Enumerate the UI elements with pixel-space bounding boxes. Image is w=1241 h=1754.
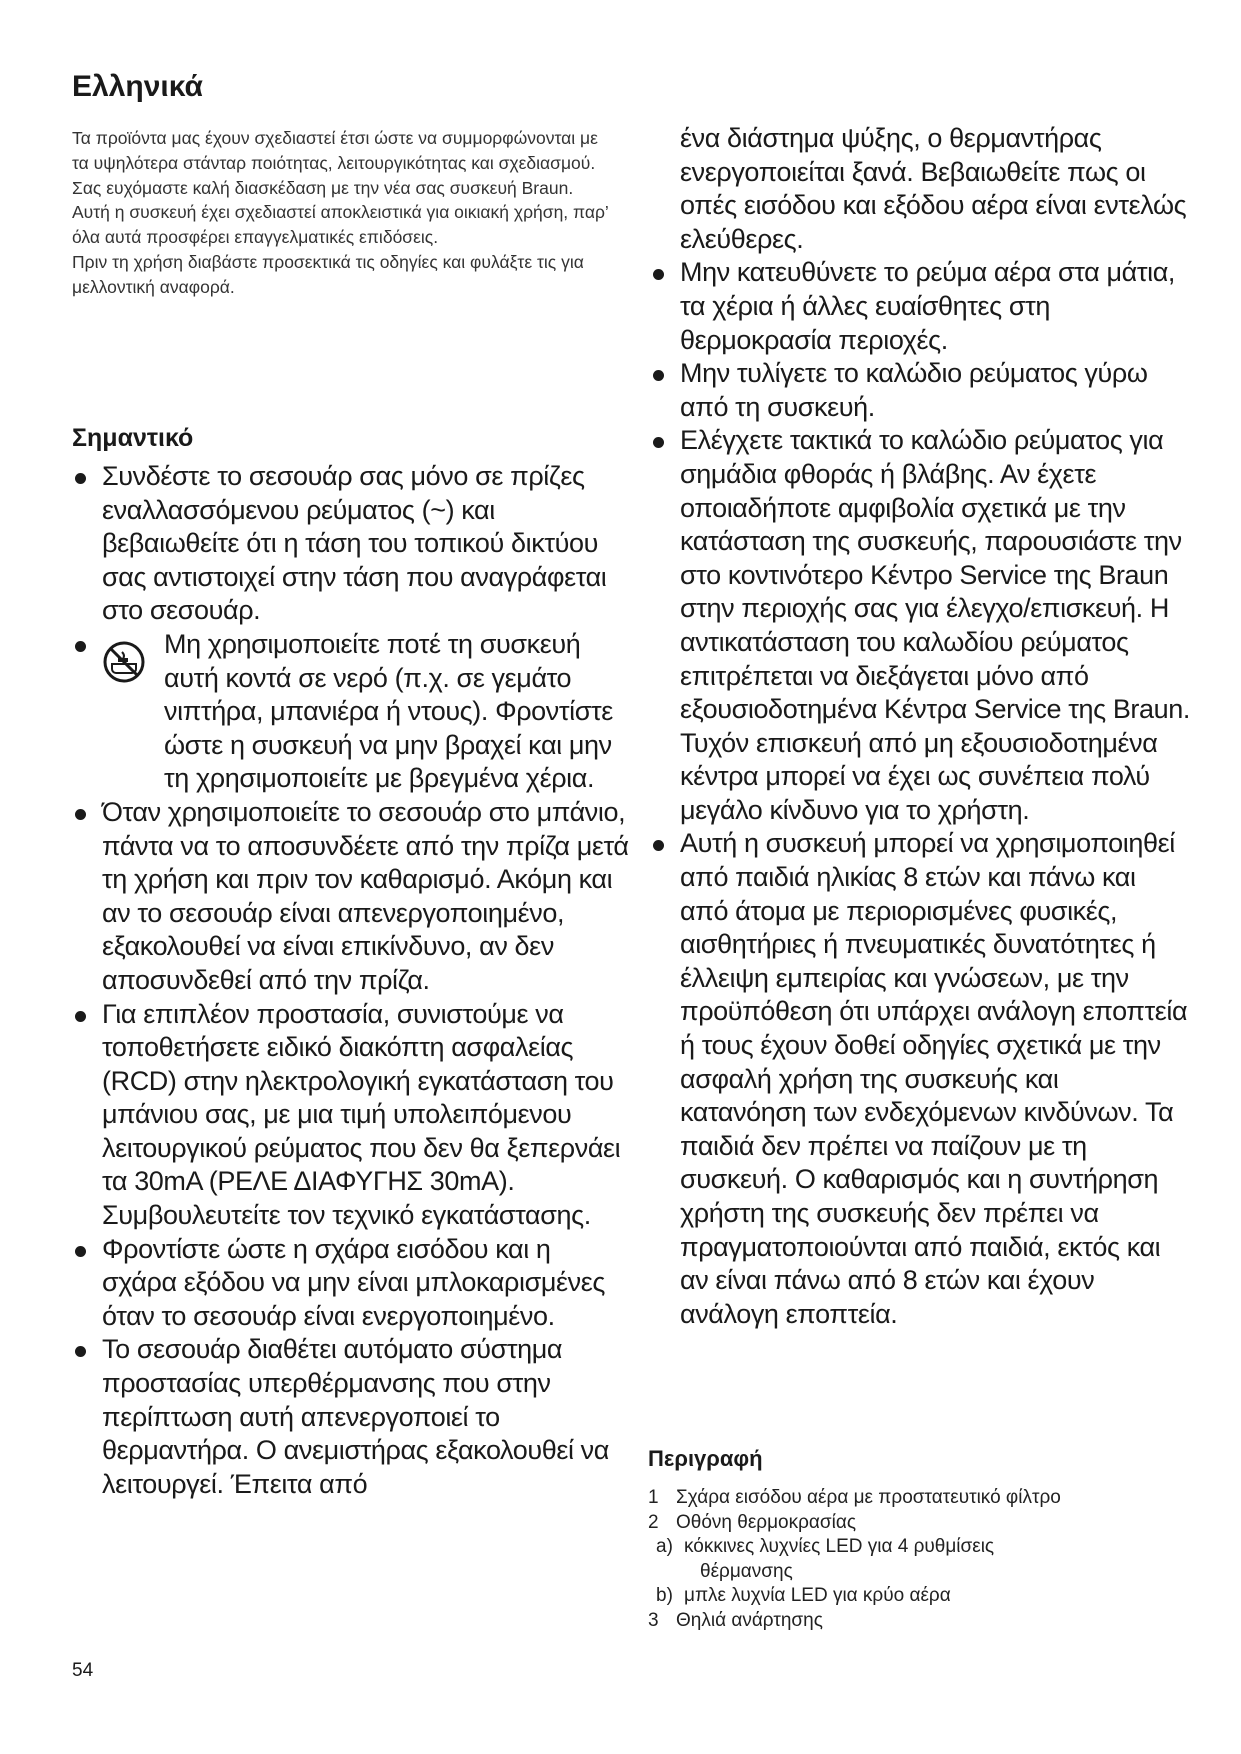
page-number: 54	[72, 1660, 94, 1681]
intro-paragraph: Σας ευχόμαστε καλή διασκέδαση με την νέα σας συσκευή Braun.	[72, 177, 574, 198]
description-subitem-wrap: θέρμανσης	[700, 1560, 793, 1582]
important-list-continued	[650, 256, 1190, 1331]
intro-text	[72, 126, 612, 300]
list-item: Μη χρησιμοποιείτε ποτέ τη συσκευή αυτή κοντά σε νερό (π.χ. σε γεμάτο νιπτήρα, μπανιέρα ή ντους). Φροντίστε ώστε η συσκευή να μην βραχεί και μην τη χρησιμοποιείτε με βρεγμένα χέρια.	[72, 628, 632, 796]
list-item: Συνδέστε το σεσουάρ σας μόνο σε πρίζες εναλλασσόμενου ρεύματος (~) και βεβαιωθείτε ότι η τάση του τοπικού δικτύου σας αντιστοιχεί στην τάση που αναγράφεται στο σεσουάρ.	[72, 460, 632, 628]
list-item: Φροντίστε ώστε η σχάρα εισόδου και η σχάρα εξόδου να μην είναι μπλοκαρισμένες όταν το σεσουάρ είναι ενεργοποιημένο.	[72, 1233, 632, 1334]
list-item: Αυτή η συσκευή μπορεί να χρησιμοποιηθεί από παιδιά ηλικίας 8 ετών και πάνω και από άτομα με περιορισμένες φυσικές, αισθητήριες ή πνευματικές δυνατότητες ή έλλειψη εμπειρίας και γνώσεων, με την προϋπόθεση ότι υπάρχει ανάλογη εποπτεία ή τους έχουν δοθεί οδηγίες σχετικά με την ασφαλή χρήση της συσκευής και κατανόηση των ενδεχόμενων κινδύνων. Τα παιδιά δεν πρέπει να παίζουν με τη συσκευή. Ο καθαρισμός και η συντήρηση χρήστη της συσκευής δεν πρέπει να πραγματοποιούνται από παιδιά, εκτός και αν είναι πάνω από 8 ετών και έχουν ανάλογη εποπτεία.	[650, 827, 1190, 1331]
important-list	[72, 460, 632, 1501]
important-heading: Σημαντικό	[72, 424, 194, 452]
list-item: Μην κατευθύνετε το ρεύμα αέρα στα μάτια, τα χέρια ή άλλες ευαίσθητες στη θερμοκρασία περιοχές.	[650, 256, 1190, 357]
list-item: Για επιπλέον προστασία, συνιστούμε να τοποθετήσετε ειδικό διακόπτη ασφαλείας (RCD) στην ηλεκτρολογική εγκατάσταση του μπάνιου σας, με μια τιμή υπολειπόμενου λειτουργικού ρεύματος που δεν θα ξεπερνάει τα 30mA (ΡΕΛΕ ΔΙΑΦΥΓΗΣ 30mA). Συμβουλευτείτε τον τεχνικό εγκατάστασης.	[72, 998, 632, 1233]
description-item: 2 Οθόνη θερμοκρασίας	[648, 1511, 856, 1533]
intro-paragraph: Πριν τη χρήση διαβάστε προσεκτικά τις οδηγίες και φυλάξτε τις για μελλοντική αναφορά.	[72, 251, 584, 297]
intro-paragraph: Αυτή η συσκευή έχει σχεδιαστεί αποκλειστικά για οικιακή χρήση, παρ’ όλα αυτά προσφέρει επαγγελματικές επιδόσεις.	[72, 202, 609, 248]
intro-paragraph: Τα προϊόντα μας έχουν σχεδιαστεί έτσι ώστε να συμμορφώνονται με τα υψηλότερα στάνταρ ποιότητας, λειτουργικότητας και σχεδιασμού.	[72, 128, 598, 173]
list-item: Ελέγχετε τακτικά το καλώδιο ρεύματος για σημάδια φθοράς ή βλάβης. Αν έχετε οποιαδήποτε αμφιβολία σχετικά με την κατάσταση της συσκευής, παρουσιάστε την στο κοντινότερο Κέντρο Service της Braun στην περιοχής σας για έλεγχο/επισκευή. Η αντικατάσταση του καλωδίου ρεύματος επιτρέπεται να διεξάγεται μόνο από εξουσιοδοτημένα Κέντρα Service της Braun. Τυχόν επισκευή από μη εξουσιοδοτημένα κέντρα μπορεί να έχει ως συνέπεια πολύ μεγάλο κίνδυνο για το χρήστη.	[650, 424, 1190, 827]
description-item: 1 Σχάρα εισόδου αέρα με προστατευτικό φίλτρο	[648, 1487, 1061, 1508]
no-water-warning-icon	[102, 640, 146, 684]
page-title: Ελληνικά	[72, 70, 203, 103]
list-item: Μην τυλίγετε το καλώδιο ρεύματος γύρω από τη συσκευή.	[650, 357, 1190, 424]
list-item: Το σεσουάρ διαθέτει αυτόματο σύστημα προστασίας υπερθέρμανσης που στην περίπτωση αυτή απενεργοποιεί το θερμαντήρα. Ο ανεμιστήρας εξακολουθεί να λειτουργεί. Έπειτα από	[72, 1333, 632, 1501]
description-item: 3 Θηλιά ανάρτησης	[648, 1609, 823, 1631]
continued-text: ένα διάστημα ψύξης, ο θερμαντήρας ενεργοποιείται ξανά. Βεβαιωθείτε πως οι οπές εισόδου και εξόδου αέρα είναι εντελώς ελεύθερες.	[680, 123, 1187, 254]
description-subitem: a) κόκκινες λυχνίες LED για 4 ρυθμίσεις	[656, 1536, 995, 1557]
description-list	[648, 1486, 1208, 1633]
description-subitem: b) μπλε λυχνία LED για κρύο αέρα	[656, 1585, 951, 1606]
right-column	[650, 122, 1190, 1331]
list-item: Όταν χρησιμοποιείτε το σεσουάρ στο μπάνιο, πάντα να το αποσυνδέετε από την πρίζα μετά τη χρήση και πριν τον καθαρισμό. Ακόμη και αν το σεσουάρ είναι απενεργοποιημένο, εξακολουθεί να είναι επικίνδυνο, αν δεν αποσυνδεθεί από την πρίζα.	[72, 796, 632, 998]
description-heading: Περιγραφή	[648, 1446, 763, 1471]
left-column	[72, 460, 632, 1501]
